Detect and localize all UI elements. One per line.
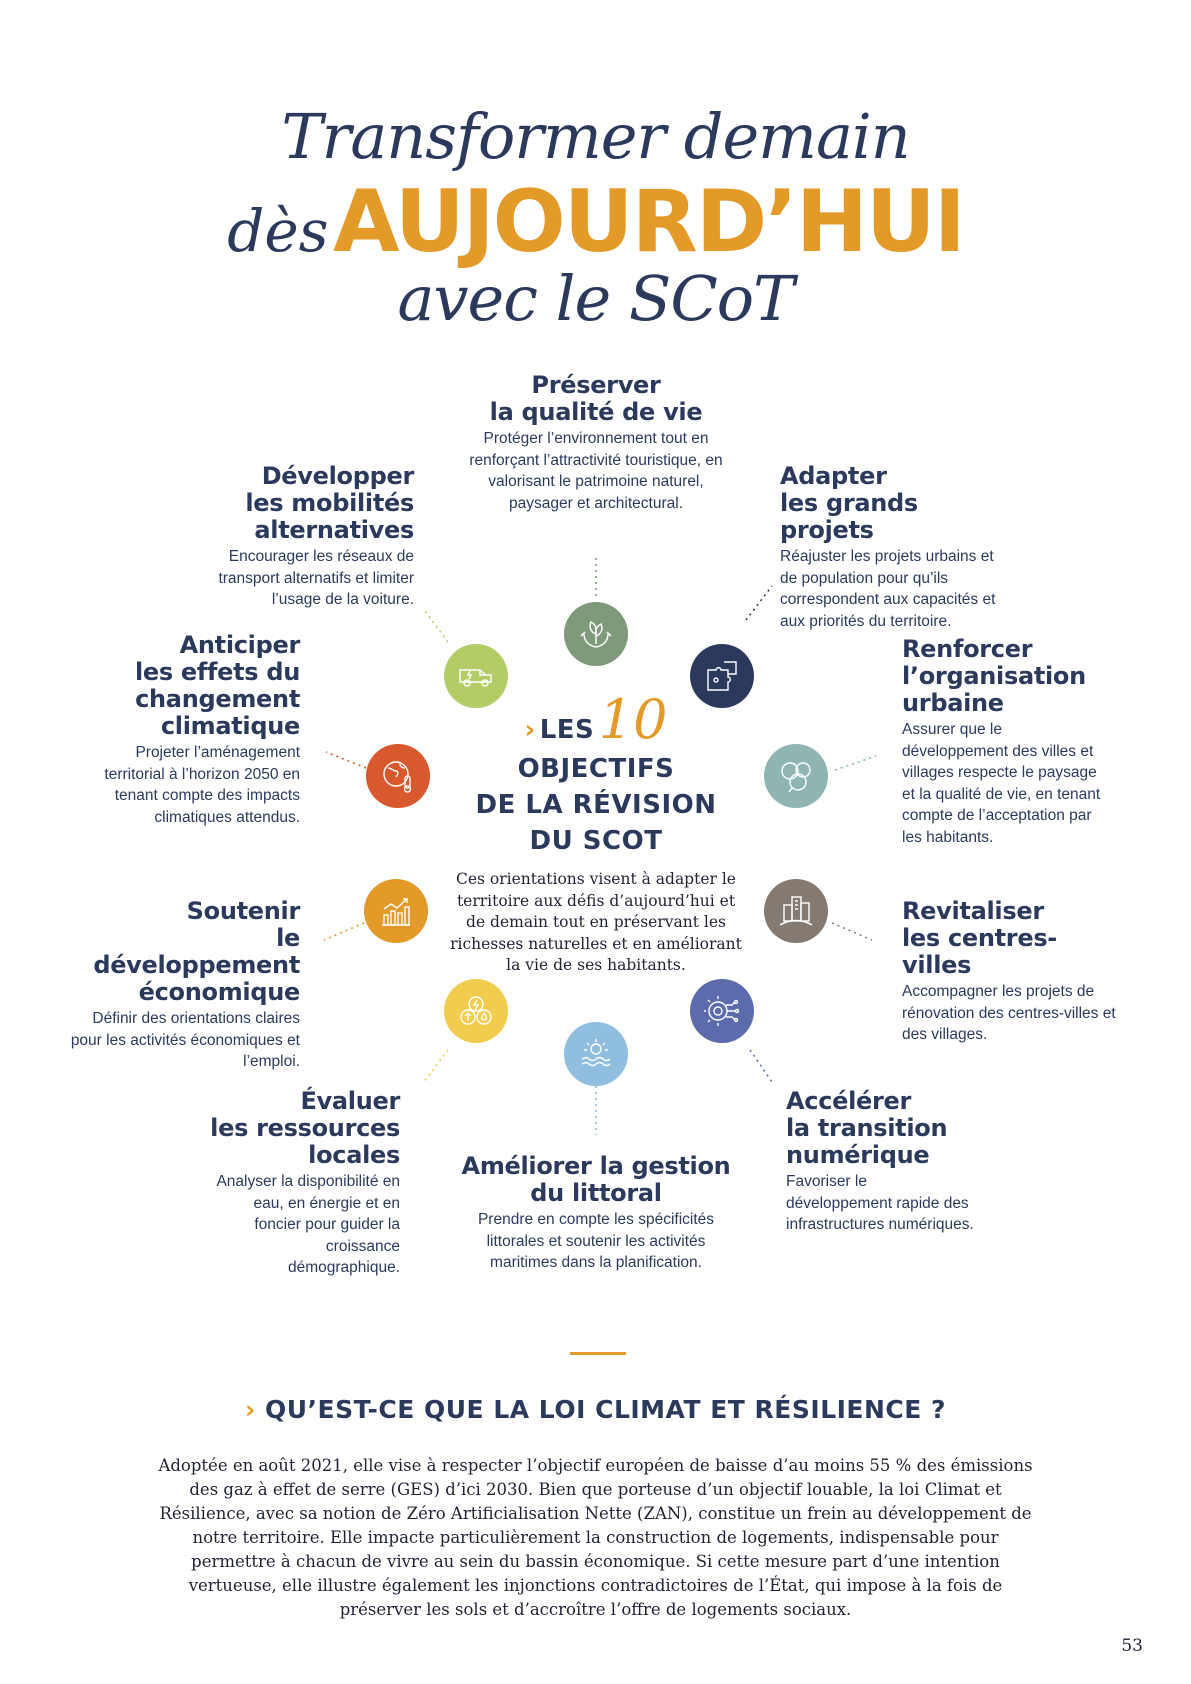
objective-4-badge (764, 879, 828, 943)
objectives-count-line (447, 688, 745, 751)
objective-7-text: Analyser la disponibilité en eau, en énergie et en foncier pour guider la croissance démographique. (216, 1173, 400, 1276)
objective-9-text: Projeter l’aménagement territorial à l’horizon 2050 en tenant compte des impacts climatiques attendus. (104, 744, 300, 826)
objective-4-title-3: villes (902, 951, 972, 979)
objective-2-title-1: Adapter (780, 462, 887, 490)
objectives-summary (447, 688, 745, 977)
objective-3-text: Assurer que le développement des villes et villages respecte le paysage et la qualité de vie, en tenant compte de l’acceptation par les habitants. (902, 721, 1101, 846)
objective-9-title-4: climatique (160, 712, 300, 740)
objective-9-badge (366, 744, 430, 808)
objective-4-title-1: Revitaliser (902, 897, 1044, 925)
objective-5 (786, 1088, 976, 1236)
objective-8-title-3: économique (138, 978, 300, 1006)
objective-7-title-1: Évaluer (300, 1087, 400, 1115)
objective-9-title-1: Anticiper (179, 631, 300, 659)
objective-4-title-2: les centres- (902, 924, 1057, 952)
title-prefix: dès (227, 197, 329, 265)
objective-5-text: Favoriser le développement rapide des infrastructures numériques. (786, 1173, 974, 1233)
objective-7-title-2: les ressources (210, 1114, 400, 1142)
objective-6-title-2: du littoral (530, 1179, 662, 1207)
objectives-number: 10 (598, 688, 668, 751)
city-buildings-icon (776, 891, 816, 931)
title-line-3: avec le SCoT (397, 262, 794, 335)
objective-1 (460, 372, 732, 514)
objective-5-title-2: la transition (786, 1114, 948, 1142)
objective-9-title-3: changement (135, 685, 300, 713)
growth-chart-icon (376, 891, 416, 931)
objective-1-title-2: la qualité de vie (489, 398, 703, 426)
objective-8-title-2: le développement (93, 924, 300, 979)
resources-icon (456, 991, 496, 1031)
title-highlight: AUJOURD’HUI (332, 172, 964, 272)
objective-10-text: Encourager les réseaux de transport alternatifs et limiter l’usage de la voiture. (218, 548, 414, 608)
objective-8-title-1: Soutenir (186, 897, 300, 925)
objective-10 (190, 463, 414, 611)
objective-6-title-1: Améliorer la gestion (461, 1152, 731, 1180)
objective-7-title-3: locales (308, 1141, 400, 1169)
objective-10-title-1: Développer (261, 462, 414, 490)
objective-5-title-1: Accélérer (786, 1087, 912, 1115)
objective-7-badge (444, 979, 508, 1043)
summary-heading-2: DE LA RÉVISION (475, 790, 717, 820)
objective-5-title-3: numérique (786, 1141, 930, 1169)
objective-4 (902, 898, 1117, 1046)
climat-title-text: QU’EST-CE QUE LA LOI CLIMAT ET RÉSILIENCE ? (264, 1395, 947, 1424)
objective-8 (70, 898, 300, 1073)
objective-6-badge (564, 1022, 628, 1086)
objective-10-title-2: les mobilités (245, 489, 414, 517)
chevron-right-icon: › (524, 715, 536, 745)
objective-6 (455, 1153, 737, 1274)
les-label: LES (539, 715, 595, 745)
objective-3 (902, 636, 1102, 848)
objective-3-title-1: Renforcer (902, 635, 1033, 663)
objective-2-text: Réajuster les projets urbains et de population pour qu’ils correspondent aux capacités et aux priorités du territoire. (780, 548, 996, 630)
objective-1-title-1: Préserver (531, 371, 661, 399)
chevron-right-icon: › (244, 1395, 256, 1424)
objective-8-text: Définir des orientations claires pour les activités économiques et l’emploi. (70, 1010, 300, 1070)
objective-9 (98, 632, 300, 828)
summary-description: Ces orientations visent à adapter le territoire aux défis d’aujourd’hui et de demain tout en préservant les richesses naturelles et en améliorant la vie de ses habitants. (450, 870, 742, 974)
sun-waves-icon (576, 1034, 616, 1074)
section-divider (570, 1352, 626, 1355)
objective-1-text: Protéger l’environnement tout en renforçant l’attractivité touristique, en valorisant le patrimoine naturel, paysager et architectural. (469, 430, 723, 512)
digital-gear-icon (702, 991, 742, 1031)
objective-5-badge (690, 979, 754, 1043)
objective-1-badge (564, 602, 628, 666)
objective-6-text: Prendre en compte les spécificités littorales et soutenir les activités maritimes dans la planification. (477, 1211, 715, 1271)
climat-body: Adoptée en août 2021, elle vise à respecter l’objectif européen de baisse d’au moins 55 % des émissions des gaz à effet de serre (GES) d’ici 2030. Bien que porteuse d’un objectif louable, la loi Climat et Résilience, avec sa notion de Zéro Artificialisation Nette (ZAN), constitue un frein au développement de notre territoire. Elle impacte particulièrement la construction de logements, indispensable pour permettre à chacun de vivre au sein du bassin économique. Si cette mesure part d’une intention vertueuse, elle illustre également les injonctions contradictoires de l’État, qui impose à la fois de préserver les sols et d’accroître l’offre de logements sociaux. (158, 1456, 1033, 1619)
objective-8-badge (364, 879, 428, 943)
title-line-1: Transformer demain (281, 100, 910, 173)
speech-bubbles-icon (776, 756, 816, 796)
objective-3-title-2: l’organisation (902, 662, 1086, 690)
objective-10-title-3: alternatives (254, 516, 414, 544)
plant-hands-icon (576, 614, 616, 654)
earth-thermometer-icon (378, 756, 418, 796)
objective-7 (210, 1088, 400, 1279)
summary-heading-1: OBJECTIFS (517, 754, 675, 784)
objective-3-title-3: urbaine (902, 689, 1004, 717)
objective-2-title-2: les grands projets (780, 489, 918, 544)
objective-3-badge (764, 744, 828, 808)
summary-heading-3: DU SCOT (529, 826, 663, 856)
page-number: 53 (1121, 1636, 1143, 1656)
climat-section-title (0, 1395, 1191, 1424)
objective-4-text: Accompagner les projets de rénovation des centres-villes et des villages. (902, 983, 1116, 1043)
objective-9-title-2: les effets du (134, 658, 300, 686)
objective-2 (780, 463, 1015, 632)
